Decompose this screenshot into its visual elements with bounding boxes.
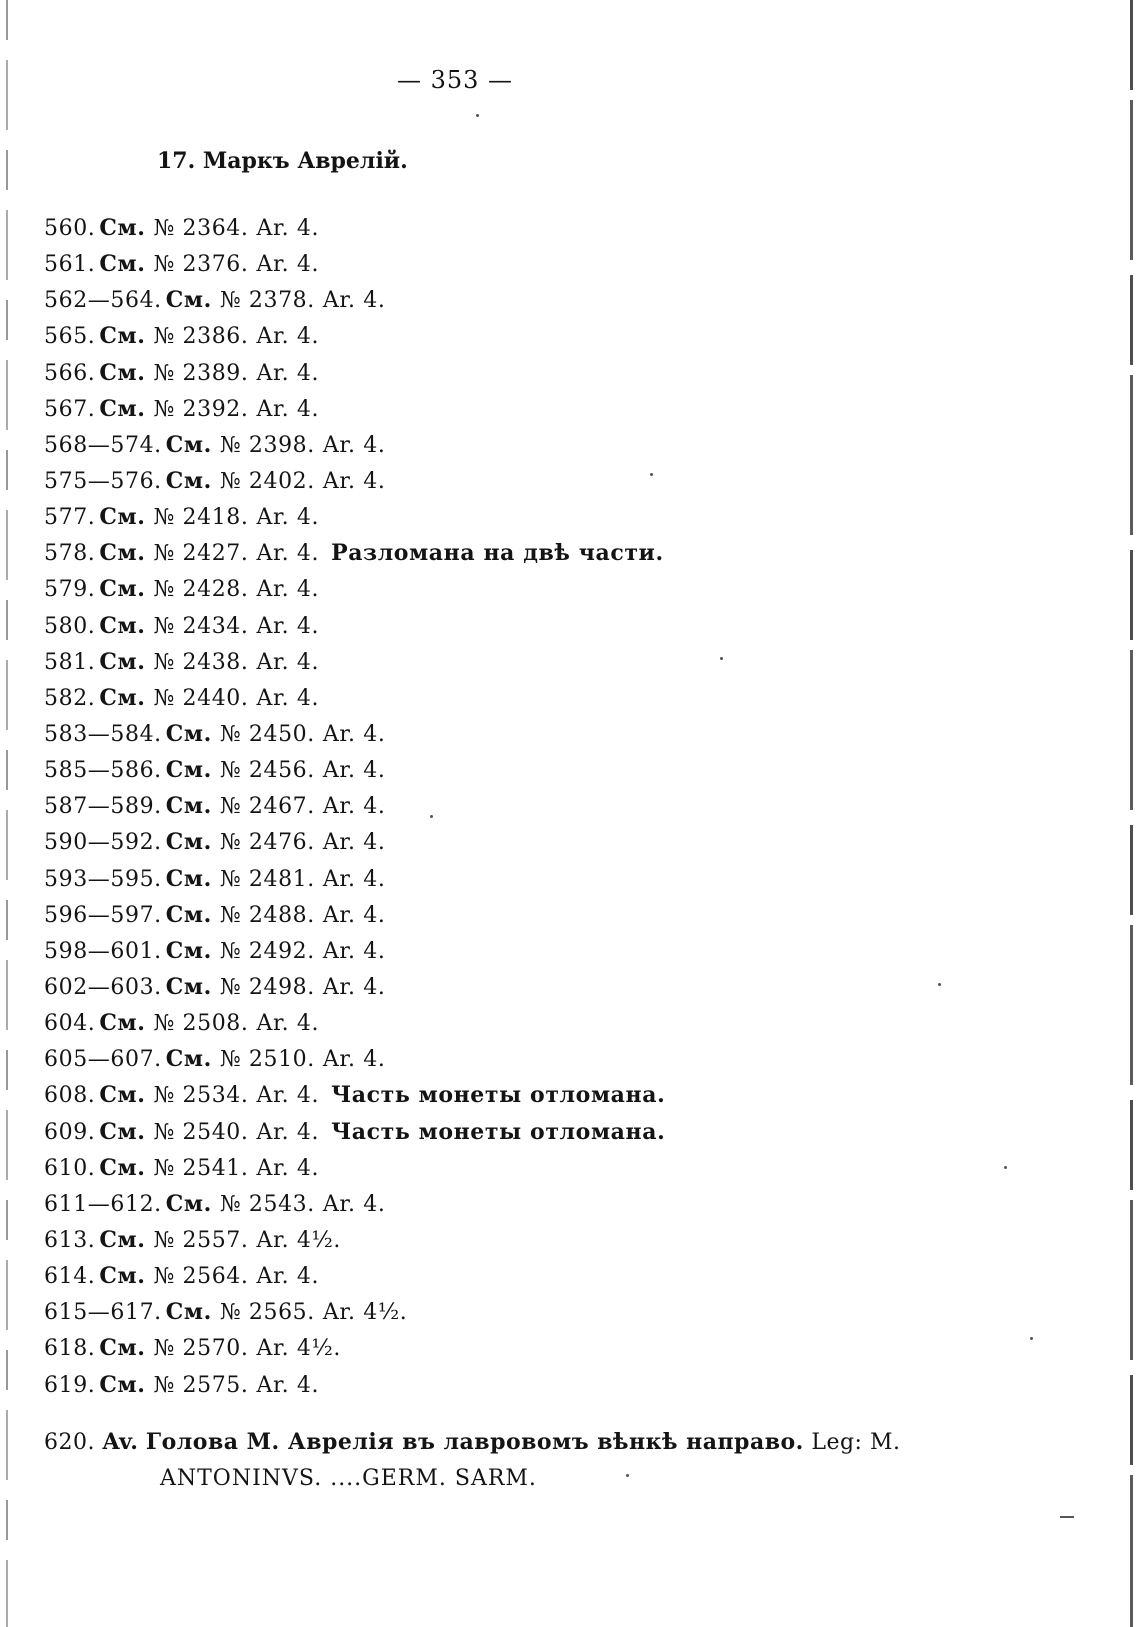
entry-reference: № 2378. — [219, 288, 315, 314]
catalog-entry — [44, 391, 665, 427]
entry-number: 610. — [44, 1155, 96, 1181]
catalog-entry-620 — [44, 1424, 900, 1497]
page-number: — 353 — — [396, 66, 514, 94]
entry-reference: № 2434. — [153, 613, 249, 639]
entry-reference: № 2467. — [219, 794, 315, 820]
entry-reference: № 2510. — [219, 1047, 315, 1073]
catalog-entry — [44, 1367, 665, 1403]
entry-reference: № 2450. — [219, 721, 315, 747]
entry-reference: № 2398. — [219, 432, 315, 458]
entry-reference: № 2543. — [219, 1191, 315, 1217]
scan-speck — [1030, 1337, 1033, 1340]
catalog-entry — [44, 680, 665, 716]
entry-reference: № 2575. — [153, 1372, 249, 1398]
scan-speck — [476, 114, 479, 117]
entry-number: 565. — [44, 324, 96, 350]
entry-metal-size: Ar. 4. — [256, 541, 320, 567]
entry-number: 596—597. — [44, 902, 162, 928]
entry-metal-size: Ar. 4. — [322, 794, 386, 820]
section-heading: 17. Маркъ Аврелій. — [157, 148, 408, 174]
entry-see-abbr: См. — [99, 648, 146, 675]
scan-speck — [1060, 1516, 1074, 1518]
catalog-entry — [44, 1186, 665, 1222]
entry-see-abbr: См. — [99, 1154, 146, 1181]
entry-number: 615—617. — [44, 1300, 162, 1326]
catalog-entry — [44, 752, 665, 788]
entry-metal-size: Ar. 4. — [256, 360, 320, 386]
entry-metal-size: Ar. 4. — [322, 866, 386, 892]
entry-reference: № 2386. — [153, 324, 249, 350]
entry-metal-size: Ar. 4. — [256, 216, 320, 241]
catalog-entry — [44, 499, 665, 535]
scan-speck — [430, 815, 433, 818]
entry-side: Av. — [102, 1429, 139, 1455]
catalog-entry — [44, 1294, 665, 1330]
catalog-entry — [44, 969, 665, 1005]
entry-metal-size: Ar. 4. — [322, 288, 386, 314]
entry-see-abbr: См. — [165, 865, 212, 892]
entry-number: 618. — [44, 1336, 96, 1362]
entry-number: 619. — [44, 1372, 96, 1398]
entry-metal-size: Ar. 4½. — [256, 1336, 341, 1362]
entry-metal-size: Ar. 4. — [256, 396, 320, 422]
entry-metal-size: Ar. 4. — [256, 685, 320, 711]
catalog-entry — [44, 282, 665, 318]
entry-number: 582. — [44, 685, 96, 711]
entry-number: 613. — [44, 1227, 96, 1253]
catalog-entry — [44, 897, 665, 933]
entry-number: 593—595. — [44, 866, 162, 892]
entry-metal-size: Ar. 4. — [256, 1119, 320, 1145]
entry-metal-size: Ar. 4½. — [256, 1227, 341, 1253]
entry-number: 585—586. — [44, 758, 162, 784]
entry-metal-size: Ar. 4. — [256, 1155, 320, 1181]
scan-speck — [1004, 1166, 1007, 1169]
scan-speck — [720, 657, 723, 660]
entry-metal-size: Ar. 4. — [256, 324, 320, 350]
catalog-entry — [44, 210, 665, 246]
entry-reference: № 2376. — [153, 252, 249, 278]
catalog-entry — [44, 1114, 665, 1150]
entry-see-abbr: См. — [165, 1046, 212, 1073]
entry-see-abbr: См. — [165, 720, 212, 747]
entry-reference: № 2389. — [153, 360, 249, 386]
catalog-entry — [44, 1005, 665, 1041]
entry-see-abbr: См. — [165, 1190, 212, 1217]
entry-metal-size: Ar. 4. — [256, 649, 320, 675]
entry-metal-size: Ar. 4. — [256, 252, 320, 278]
catalog-entry — [44, 571, 665, 607]
catalog-entry — [44, 824, 665, 860]
catalog-entry — [44, 1041, 665, 1077]
entry-number: 579. — [44, 577, 96, 603]
entry-see-abbr: См. — [99, 1082, 146, 1109]
entry-number: 587—589. — [44, 794, 162, 820]
scan-speck — [650, 473, 653, 476]
entry-metal-size: Ar. 4. — [322, 902, 386, 928]
entry-reference: № 2565. — [219, 1300, 315, 1326]
scan-edge-right — [1130, 0, 1133, 1627]
entry-see-abbr: См. — [99, 251, 146, 278]
entry-number: 604. — [44, 1011, 96, 1037]
entry-reference: № 2392. — [153, 396, 249, 422]
catalog-entry — [44, 1222, 665, 1258]
entry-see-abbr: См. — [99, 504, 146, 531]
entry-number: 566. — [44, 360, 96, 386]
entry-number: 611—612. — [44, 1191, 162, 1217]
entry-reference: № 2534. — [153, 1083, 249, 1109]
entry-number: 560. — [44, 216, 96, 241]
entry-number: 608. — [44, 1083, 96, 1109]
entry-see-abbr: См. — [99, 1335, 146, 1362]
catalog-entry — [44, 463, 665, 499]
entry-number: 575—576. — [44, 468, 162, 494]
entry-see-abbr: См. — [99, 684, 146, 711]
entry-reference: № 2541. — [153, 1155, 249, 1181]
entry-reference: № 2564. — [153, 1264, 249, 1290]
catalog-entry — [44, 318, 665, 354]
catalog-entry — [44, 1077, 665, 1113]
entry-metal-size: Ar. 4½. — [322, 1300, 408, 1326]
catalog-entry — [44, 861, 665, 897]
entry-see-abbr: См. — [99, 323, 146, 350]
entry-number: 609. — [44, 1119, 96, 1145]
entry-number: 580. — [44, 613, 96, 639]
entry-see-abbr: См. — [165, 431, 212, 458]
entry-reference: № 2418. — [153, 505, 249, 531]
entry-see-abbr: См. — [99, 359, 146, 386]
catalog-entry — [44, 788, 665, 824]
entry-see-abbr: См. — [165, 1299, 212, 1326]
entry-metal-size: Ar. 4. — [256, 1372, 320, 1398]
entry-reference: № 2481. — [219, 866, 315, 892]
entry-metal-size: Ar. 4. — [256, 1264, 320, 1290]
scan-edge-left — [6, 0, 8, 1627]
entry-see-abbr: См. — [165, 757, 212, 784]
entry-see-abbr: См. — [99, 1371, 146, 1398]
entry-see-abbr: См. — [165, 901, 212, 928]
scan-speck — [938, 983, 941, 986]
entry-reference: № 2440. — [153, 685, 249, 711]
entry-reference: № 2364. — [153, 216, 249, 241]
entry-note: Разломана на двѣ части. — [331, 540, 664, 567]
entry-number: 581. — [44, 649, 96, 675]
entry-see-abbr: См. — [165, 973, 212, 1000]
entry-metal-size: Ar. 4. — [322, 1191, 386, 1217]
entry-metal-size: Ar. 4. — [322, 758, 386, 784]
entry-reference: № 2557. — [153, 1227, 249, 1253]
entry-metal-size: Ar. 4. — [256, 1083, 320, 1109]
entry-see-abbr: См. — [165, 937, 212, 964]
entry-number: 614. — [44, 1264, 96, 1290]
entry-number: 567. — [44, 396, 96, 422]
entry-see-abbr: См. — [165, 793, 212, 820]
entry-metal-size: Ar. 4. — [322, 830, 386, 856]
entry-number: 562—564. — [44, 288, 162, 314]
entry-see-abbr: См. — [99, 1118, 146, 1145]
entry-reference: № 2438. — [153, 649, 249, 675]
entry-reference: № 2498. — [219, 974, 315, 1000]
entry-number: 577. — [44, 505, 96, 531]
entry-reference: № 2427. — [153, 541, 249, 567]
entry-note: Часть монеты отломана. — [331, 1082, 666, 1109]
entry-see-abbr: См. — [99, 576, 146, 603]
legend-label: Leg: — [811, 1430, 863, 1455]
entry-reference: № 2508. — [153, 1011, 249, 1037]
scan-speck — [626, 1474, 629, 1477]
entry-reference: № 2428. — [153, 577, 249, 603]
catalog-entry-list — [44, 210, 665, 1403]
entry-metal-size: Ar. 4. — [322, 974, 386, 1000]
catalog-entry — [44, 1150, 665, 1186]
entry-see-abbr: См. — [165, 467, 212, 494]
legend-text-continued: ANTONINVS. ....GERM. SARM. — [160, 1466, 537, 1491]
entry-reference: № 2540. — [153, 1119, 249, 1145]
entry-note: Часть монеты отломана. — [331, 1118, 666, 1145]
catalog-entry — [44, 933, 665, 969]
catalog-entry — [44, 1258, 665, 1294]
entry-reference: № 2456. — [219, 758, 315, 784]
entry-reference: № 2570. — [153, 1336, 249, 1362]
entry-see-abbr: См. — [165, 287, 212, 314]
catalog-entry — [44, 535, 665, 571]
entry-metal-size: Ar. 4. — [256, 577, 320, 603]
entry-reference: № 2492. — [219, 938, 315, 964]
entry-see-abbr: См. — [99, 540, 146, 567]
entry-metal-size: Ar. 4. — [322, 721, 386, 747]
entry-metal-size: Ar. 4. — [256, 1011, 320, 1037]
catalog-entry — [44, 608, 665, 644]
entry-see-abbr: См. — [99, 612, 146, 639]
entry-reference: № 2488. — [219, 902, 315, 928]
entry-metal-size: Ar. 4. — [322, 938, 386, 964]
entry-metal-size: Ar. 4. — [256, 505, 320, 531]
entry-see-abbr: См. — [99, 1226, 146, 1253]
entry-metal-size: Ar. 4. — [256, 613, 320, 639]
entry-metal-size: Ar. 4. — [322, 1047, 386, 1073]
entry-reference: № 2476. — [219, 830, 315, 856]
entry-number: 583—584. — [44, 721, 162, 747]
entry-number: 620. — [44, 1430, 95, 1455]
entry-number: 602—603. — [44, 974, 162, 1000]
catalog-entry — [44, 246, 665, 282]
entry-number: 590—592. — [44, 830, 162, 856]
entry-metal-size: Ar. 4. — [322, 432, 386, 458]
entry-number: 605—607. — [44, 1047, 162, 1073]
catalog-entry — [44, 427, 665, 463]
entry-see-abbr: См. — [165, 829, 212, 856]
entry-number: 568—574. — [44, 432, 162, 458]
catalog-entry — [44, 355, 665, 391]
entry-number: 561. — [44, 252, 96, 278]
entry-description: Голова М. Аврелія въ лавровомъ вѣнкѣ направо. — [145, 1429, 804, 1455]
legend-text-start: M. — [869, 1430, 901, 1455]
catalog-entry — [44, 716, 665, 752]
entry-number: 598—601. — [44, 938, 162, 964]
entry-number: 578. — [44, 541, 96, 567]
entry-see-abbr: См. — [99, 395, 146, 422]
entry-metal-size: Ar. 4. — [322, 468, 386, 494]
entry-see-abbr: См. — [99, 215, 146, 241]
entry-reference: № 2402. — [219, 468, 315, 494]
catalog-entry — [44, 1330, 665, 1366]
catalog-entry — [44, 644, 665, 680]
entry-see-abbr: См. — [99, 1263, 146, 1290]
entry-see-abbr: См. — [99, 1010, 146, 1037]
